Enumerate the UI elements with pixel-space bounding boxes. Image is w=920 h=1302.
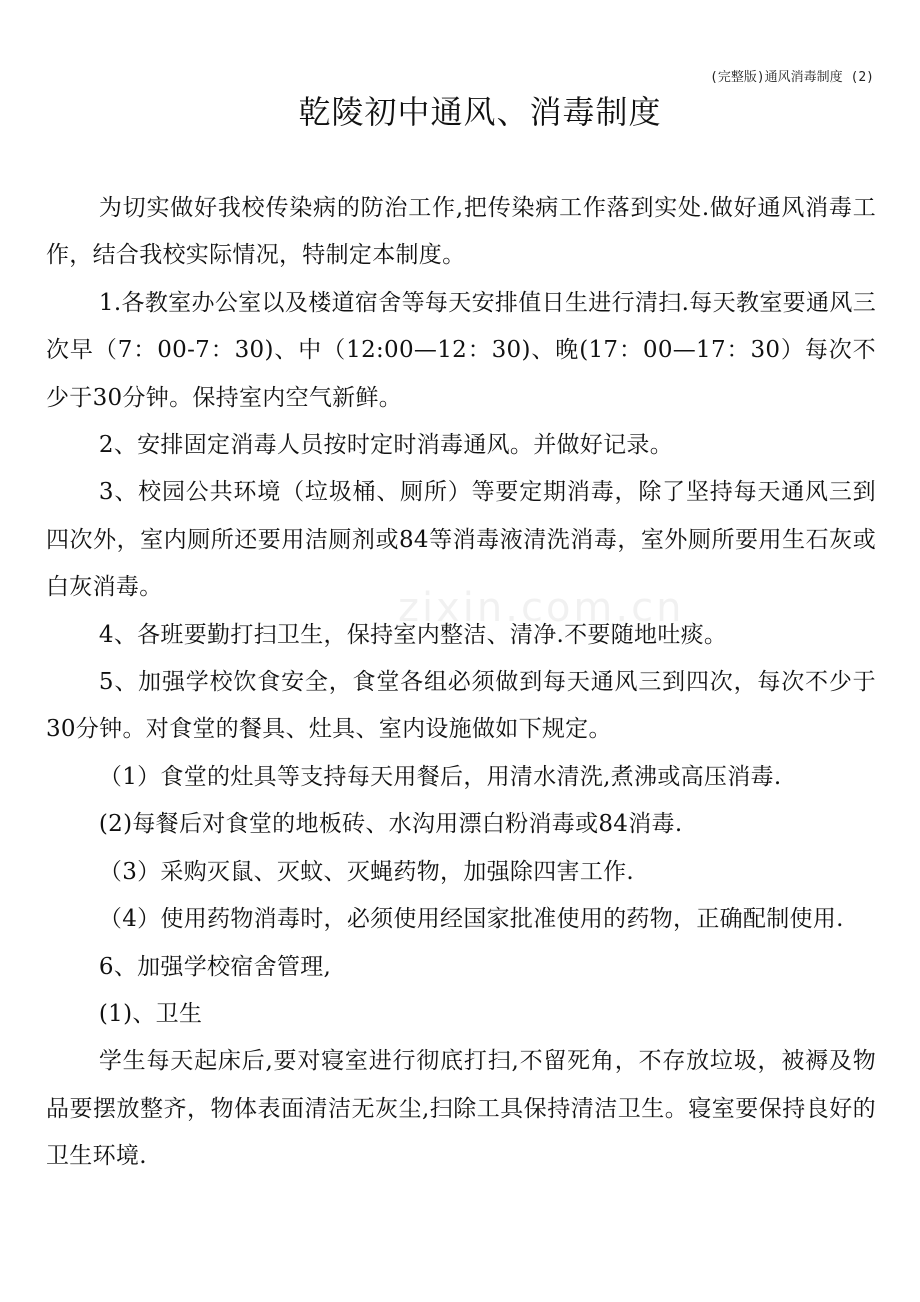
paragraph-item-4: 4、各班要勤打扫卫生，保持室内整洁、清净.不要随地吐痰。 [98, 621, 728, 648]
paragraph-item-2: 2、安排固定消毒人员按时定时消毒通风。并做好记录。 [98, 432, 674, 459]
paragraph-item-6: 6、加强学校宿舍管理, [98, 953, 332, 980]
watermark: zixin.com.cn [398, 585, 685, 631]
paragraph-sub-5-2: (2)每餐后对食堂的地板砖、水沟用漂白粉消毒或84消毒. [98, 811, 683, 838]
document-title: 乾陵初中通风、消毒制度 [298, 93, 662, 131]
paragraph-sub-5-4: （4）使用药物消毒时，必须使用经国家批准使用的药物，正确配制使用. [98, 906, 844, 933]
paragraph-intro: 为切实做好我校传染病的防治工作,把传染病工作落到实处.做好通风消毒工作，结合我校实际情况，特制定本制度。 [46, 195, 876, 269]
document-body [46, 185, 876, 1181]
paragraph-sub-6-1-heading: (1)、卫生 [98, 1000, 203, 1027]
paragraph-item-5: 5、加强学校饮食安全，食堂各组必须做到每天通风三到四次，每次不少于30分钟。对食堂的餐具、灶具、室内设施做如下规定。 [46, 669, 876, 743]
paragraph-sub-6-1-body: 学生每天起床后,要对寝室进行彻底打扫,不留死角，不存放垃圾，被褥及物品要摆放整齐，物体表面清洁无灰尘,扫除工具保持清洁卫生。寝室要保持良好的卫生环境. [46, 1048, 876, 1170]
paragraph-sub-5-3: （3）采购灭鼠、灭蚊、灭蝇药物，加强除四害工作. [98, 858, 635, 885]
paragraph-sub-5-1: （1）食堂的灶具等支持每天用餐后，用清水清洗,煮沸或高压消毒. [98, 763, 782, 790]
header-note: (完整版)通风消毒制度 (2) [710, 70, 874, 85]
paragraph-item-3: 3、校园公共环境（垃圾桶、厕所）等要定期消毒，除了坚持每天通风三到四次外，室内厕所还要用洁厕剂或84等消毒液清洗消毒，室外厕所要用生石灰或白灰消毒。 [46, 479, 876, 601]
paragraph-item-1: 1.各教室办公室以及楼道宿舍等每天安排值日生进行清扫.每天教室要通风三次早（7：00-7：30)、中（12:00—12：30)、晚(17：00—17：30）每次不少于30分钟。保持室内空气新鲜。 [46, 289, 876, 411]
